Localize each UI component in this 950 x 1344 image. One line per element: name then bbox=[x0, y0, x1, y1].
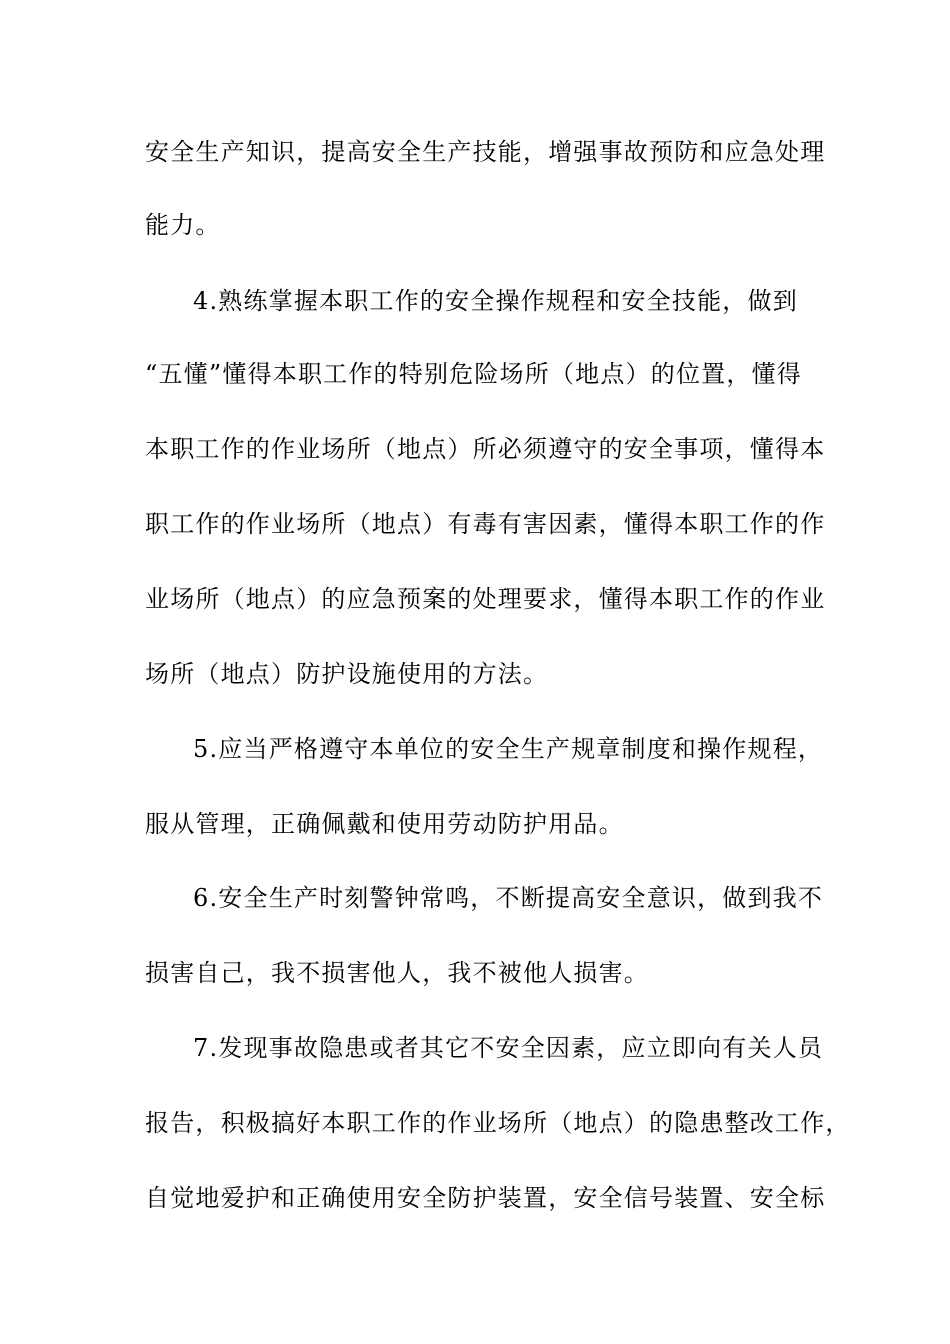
text-line: 损害自己，我不损害他人，我不被他人损害。 bbox=[145, 959, 649, 987]
paragraph-5-first-line: 5.应当严格遵守本单位的安全生产规章制度和操作规程， bbox=[193, 735, 824, 763]
text-line: 业场所（地点）的应急预案的处理要求，懂得本职工作的作业 bbox=[145, 585, 826, 613]
text-line: 能力。 bbox=[145, 211, 221, 239]
paragraph-4-first-line: 4.熟练掌握本职工作的安全操作规程和安全技能，做到 bbox=[193, 287, 798, 315]
paragraph-6-first-line: 6.安全生产时刻警钟常鸣，不断提高安全意识，做到我不 bbox=[193, 884, 824, 912]
text-line: 安全生产知识，提高安全生产技能，增强事故预防和应急处理 bbox=[145, 138, 826, 166]
paragraph-7-first-line: 7.发现事故隐患或者其它不安全因素，应立即向有关人员 bbox=[193, 1034, 824, 1062]
text-line: 自觉地爱护和正确使用安全防护装置，安全信号装置、安全标 bbox=[145, 1184, 826, 1212]
text-line: 本职工作的作业场所（地点）所必须遵守的安全事项，懂得本 bbox=[145, 435, 826, 463]
text-line: 场所（地点）防护设施使用的方法。 bbox=[145, 660, 549, 688]
text-line: 服从管理，正确佩戴和使用劳动防护用品。 bbox=[145, 810, 624, 838]
text-line: 职工作的作业场所（地点）有毒有害因素，懂得本职工作的作 bbox=[145, 510, 826, 538]
text-line: 报告，积极搞好本职工作的作业场所（地点）的隐患整改工作， bbox=[145, 1109, 851, 1137]
text-line: “五懂”懂得本职工作的特别危险场所（地点）的位置，懂得 bbox=[145, 360, 802, 388]
